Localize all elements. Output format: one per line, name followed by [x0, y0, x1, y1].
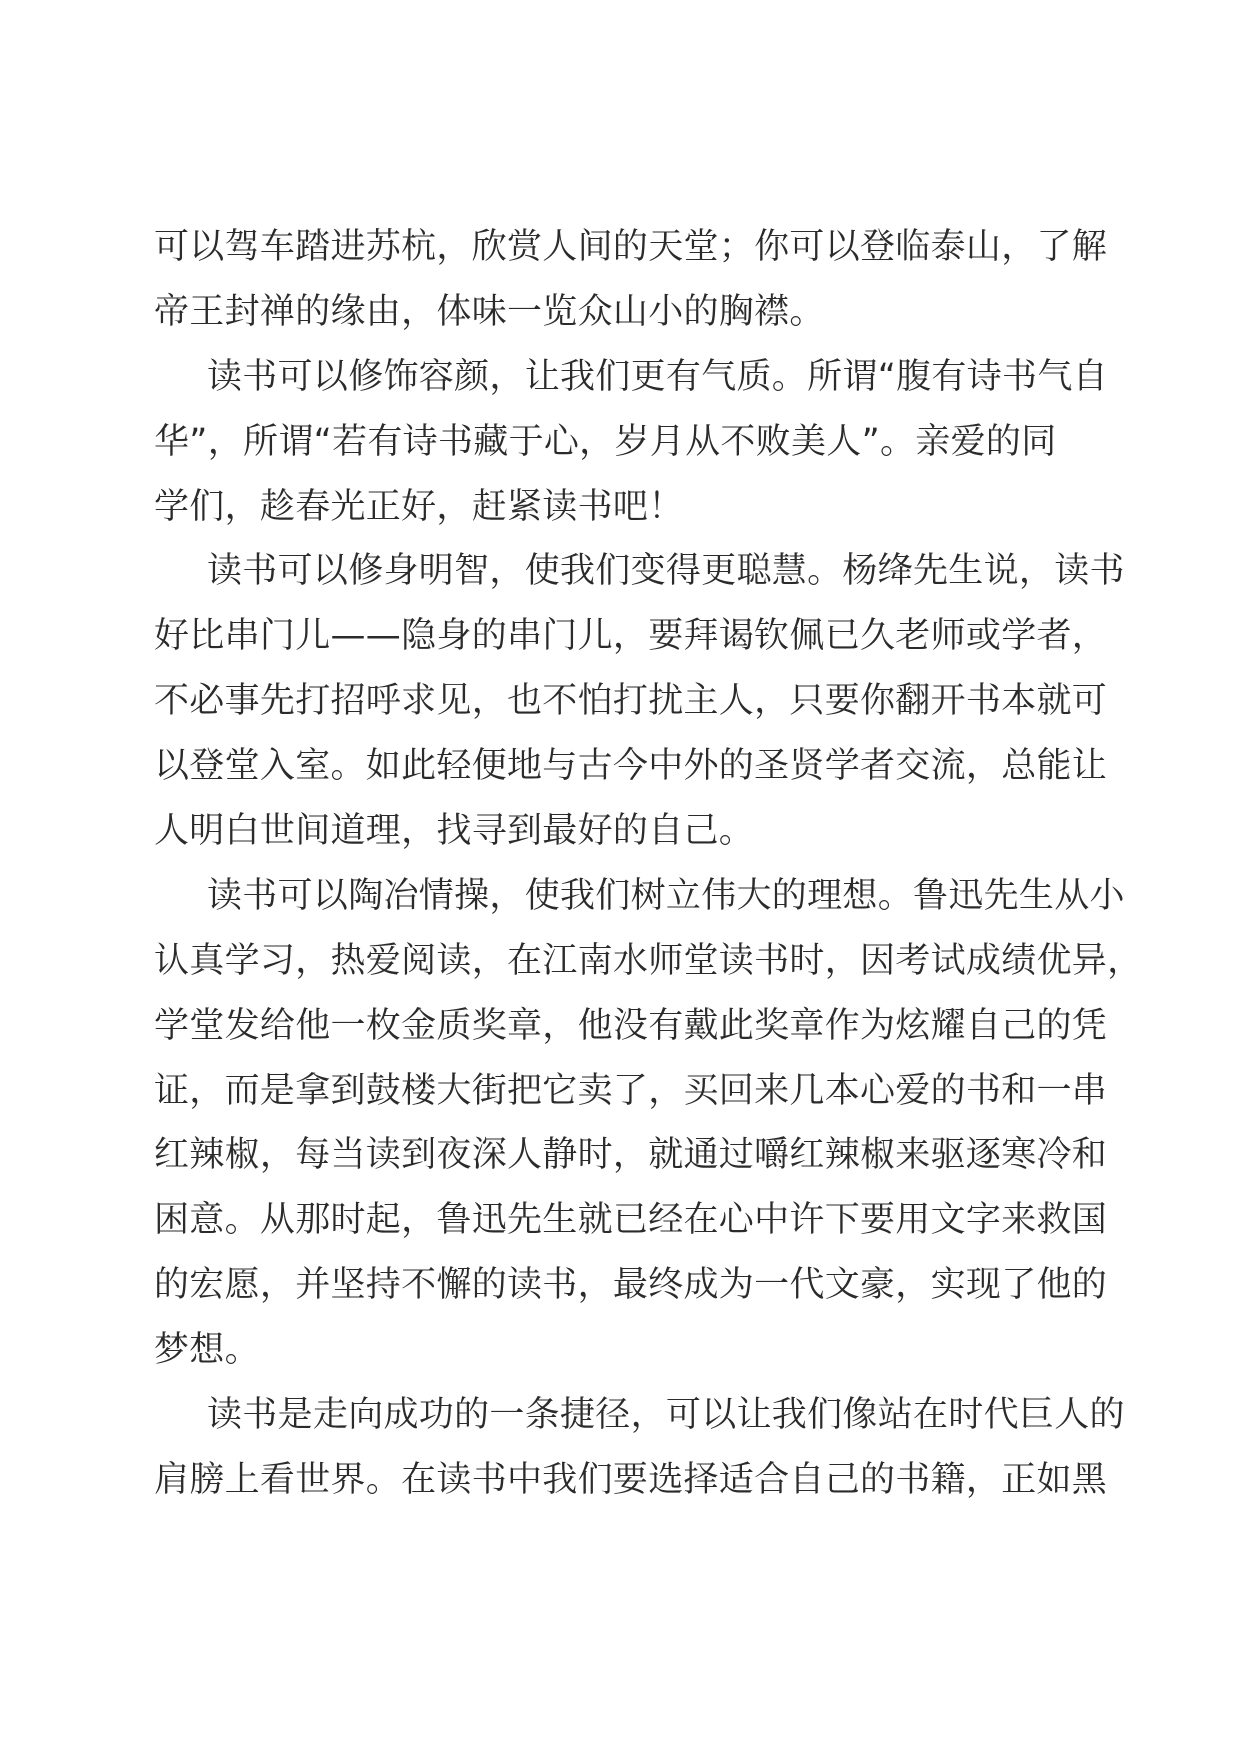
text-line: 肩膀上看世界。在读书中我们要选择适合自己的书籍，正如黑: [154, 1459, 1108, 1500]
paragraph-first-line: 读书可以陶冶情操，使我们树立伟大的理想。鲁迅先生从小: [207, 875, 1125, 916]
text-line: 帝王封禅的缘由，体味一览众山小的胸襟。: [154, 291, 825, 332]
text-line: 可以驾车踏进苏杭，欣赏人间的天堂；你可以登临泰山，了解: [154, 227, 1108, 267]
paragraph-first-line: 读书可以修身明智，使我们变得更聪慧。杨绛先生说，读书: [207, 551, 1125, 592]
text-line: 认真学习，热爱阅读，在江南水师堂读书时，因考试成绩优异，: [154, 940, 1143, 981]
text-line: 学堂发给他一枚金质奖章，他没有戴此奖章作为炫耀自己的凭: [154, 1005, 1108, 1046]
paragraph-first-line: 读书是走向成功的一条捷径，可以让我们像站在时代巨人的: [207, 1395, 1125, 1436]
text-line: 困意。从那时起，鲁迅先生就已经在心中许下要用文字来救国: [154, 1200, 1108, 1241]
text-line: 的宏愿，并坚持不懈的读书，最终成为一代文豪，实现了他的: [154, 1265, 1108, 1306]
text-line: 以登堂入室。如此轻便地与古今中外的圣贤学者交流，总能让: [154, 746, 1108, 787]
text-line: 好比串门儿——隐身的串门儿，要拜谒钦佩已久老师或学者，: [154, 616, 1108, 657]
paragraph-first-line: 读书可以修饰容颜，让我们更有气质。所谓“腹有诗书气自: [207, 356, 1108, 397]
text-line: 人明白世间道理，找寻到最好的自己。: [154, 811, 755, 852]
text-line: 华”，所谓“若有诗书藏于心，岁月从不败美人”。亲爱的同: [154, 421, 1057, 462]
text-line: 不必事先打招呼求见，也不怕打扰主人，只要你翻开书本就可: [154, 681, 1108, 722]
text-line: 学们，趁春光正好，赶紧读书吧！: [154, 486, 684, 527]
document-body: [154, 215, 1143, 1513]
text-line: 证，而是拿到鼓楼大街把它卖了，买回来几本心爱的书和一串: [154, 1070, 1108, 1111]
text-line: 梦想。: [154, 1330, 260, 1371]
text-line: 红辣椒，每当读到夜深人静时，就通过嚼红辣椒来驱逐寒冷和: [154, 1135, 1108, 1176]
